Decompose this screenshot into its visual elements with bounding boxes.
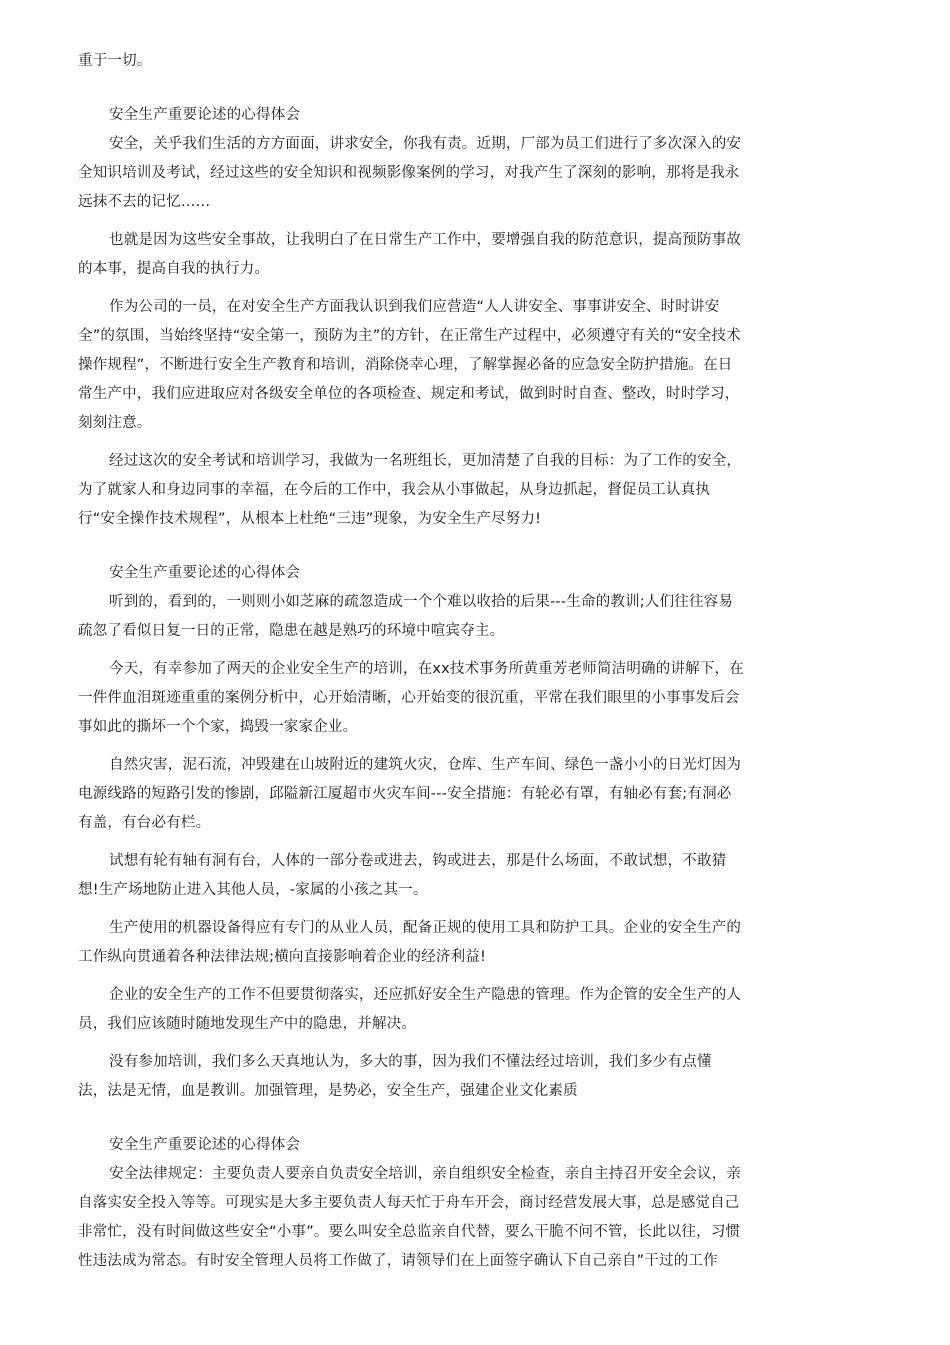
paragraph-line: 经过这次的安全考试和培训学习，我做为一名班组长，更加清楚了自我的目标：为了工作的安全，	[109, 453, 742, 469]
paragraph-line: 全”的氛围，当始终坚持“安全第一，预防为主”的方针，在正常生产过程中，必须遵守有关的“安全技术	[78, 328, 741, 344]
paragraph-line: 疏忽了看似日复一日的正常，隐患在越是熟巧的环境中喧宾夺主。	[78, 623, 505, 639]
paragraph-line: 工作纵向贯通着各种法律法规;横向直接影响着企业的经济利益!	[78, 949, 486, 965]
paragraph-line: 刻刻注意。	[78, 415, 152, 431]
paragraph-line: 作为公司的一员，在对安全生产方面我认识到我们应营造“人人讲安全、事事讲安全、时时讲安	[109, 299, 720, 315]
paragraph-line: 非常忙，没有时间做这些安全“小事”。要么叫安全总监亲自代替，要么干脆不问不管，长此以往，习惯	[78, 1224, 741, 1240]
paragraph-line: 想!生产场地防止进入其他人员，-家属的小孩之其一。	[78, 882, 428, 898]
paragraph	[78, 751, 778, 838]
paragraph	[78, 981, 778, 1039]
paragraph-line: 的本事，提高自我的执行力。	[78, 261, 270, 277]
paragraph-line: 生产使用的机器设备得应有专门的从业人员，配备正规的使用工具和防护工具。企业的安全生产的	[109, 920, 742, 936]
paragraph-line: 没有参加培训，我们多么天真地认为，多大的事，因为我们不懂法经过培训，我们多少有点懂	[109, 1054, 712, 1070]
paragraph	[78, 1048, 778, 1106]
document-page	[78, 47, 778, 1276]
paragraph	[78, 447, 778, 534]
paragraph	[78, 914, 778, 972]
paragraph-line: 电源线路的短路引发的惨剧，邱隘新江厦超市火灾车间---安全措施：有轮必有罩，有轴必有套;有洞必	[78, 786, 732, 802]
paragraph-line: 法，法是无情，血是教训。加强管理，是势必，安全生产，强建企业文化素质	[78, 1083, 578, 1099]
paragraph-line: 有盖，有台必有栏。	[78, 815, 211, 831]
paragraph-line: 安全法律规定：主要负责人要亲自负责安全培训，亲自组织安全检查，亲自主持召开安全会议，亲	[109, 1166, 742, 1182]
paragraph-line: 员，我们应该随时随地发现生产中的隐患，并解决。	[78, 1016, 417, 1032]
paragraph-line: 试想有轮有轴有洞有台，人体的一部分卷或进去，钩或进去，那是什么场面，不敢试想，不敢猜	[109, 853, 727, 869]
paragraph-line: 也就是因为这些安全事故，让我明白了在日常生产工作中，要增强自我的防范意识，提高预防事故	[109, 232, 742, 248]
paragraph	[78, 293, 778, 438]
paragraph	[78, 655, 778, 742]
section-title: 安全生产重要论述的心得体会	[109, 1137, 301, 1153]
paragraph	[78, 130, 778, 217]
section-title: 安全生产重要论述的心得体会	[109, 565, 301, 581]
intro-line: 重于一切。	[78, 53, 152, 69]
paragraph-line: 听到的，看到的，一则则小如芝麻的疏忽造成一个个难以收拾的后果---生命的教训;人们往往容易	[109, 594, 734, 610]
paragraph	[78, 588, 778, 646]
paragraph-line: 常生产中，我们应进取应对各级安全单位的各项检查、规定和考试，做到时时自查、整改，时时学习，	[78, 386, 740, 402]
paragraph-line: 自落实安全投入等等。可现实是大多主要负责人每天忙于舟车开会，商讨经营发展大事，总是感觉自己	[78, 1195, 740, 1211]
paragraph	[78, 1160, 778, 1276]
paragraph	[78, 226, 778, 284]
paragraph-line: 性违法成为常态。有时安全管理人员将工作做了，请领导们在上面签字确认下自己亲自”干过的工作	[78, 1253, 718, 1269]
paragraph-line: 今天，有幸参加了两天的企业安全生产的培训，在xx技术事务所黄重芳老师简洁明确的讲解下，在	[109, 661, 744, 677]
paragraph-line: 安全，关乎我们生活的方方面面，讲求安全，你我有责。近期，厂部为员工们进行了多次深入的安	[109, 136, 742, 152]
paragraph	[78, 847, 778, 905]
section-title: 安全生产重要论述的心得体会	[109, 107, 301, 123]
paragraph-line: 事如此的撕坏一个个家，捣毁一家家企业。	[78, 719, 358, 735]
paragraph-line: 远抹不去的记忆……	[78, 194, 211, 210]
paragraph-line: 全知识培训及考试，经过这些的安全知识和视频影像案例的学习，对我产生了深刻的影响，那将是我永	[78, 165, 740, 181]
paragraph-line: 行“安全操作技术规程”，从根本上杜绝“三违”现象，为安全生产尽努力!	[78, 511, 542, 527]
paragraph-line: 为了就家人和身边同事的幸福，在今后的工作中，我会从小事做起，从身边抓起，督促员工认真执	[78, 482, 711, 498]
paragraph-line: 操作规程”，不断进行安全生产教育和培训，消除侥幸心理，了解掌握必备的应急安全防护措施。在日	[78, 357, 733, 373]
paragraph-line: 自然灾害，泥石流，冲毁建在山坡附近的建筑火灾，仓库、生产车间、绿色一盏小小的日光灯因为	[109, 757, 742, 773]
paragraph-line: 一件件血泪斑迹重重的案例分析中，心开始清晰，心开始变的很沉重，平常在我们眼里的小事事发后会	[78, 690, 740, 706]
paragraph-line: 企业的安全生产的工作不但要贯彻落实，还应抓好安全生产隐患的管理。作为企管的安全生产的人	[109, 987, 742, 1003]
